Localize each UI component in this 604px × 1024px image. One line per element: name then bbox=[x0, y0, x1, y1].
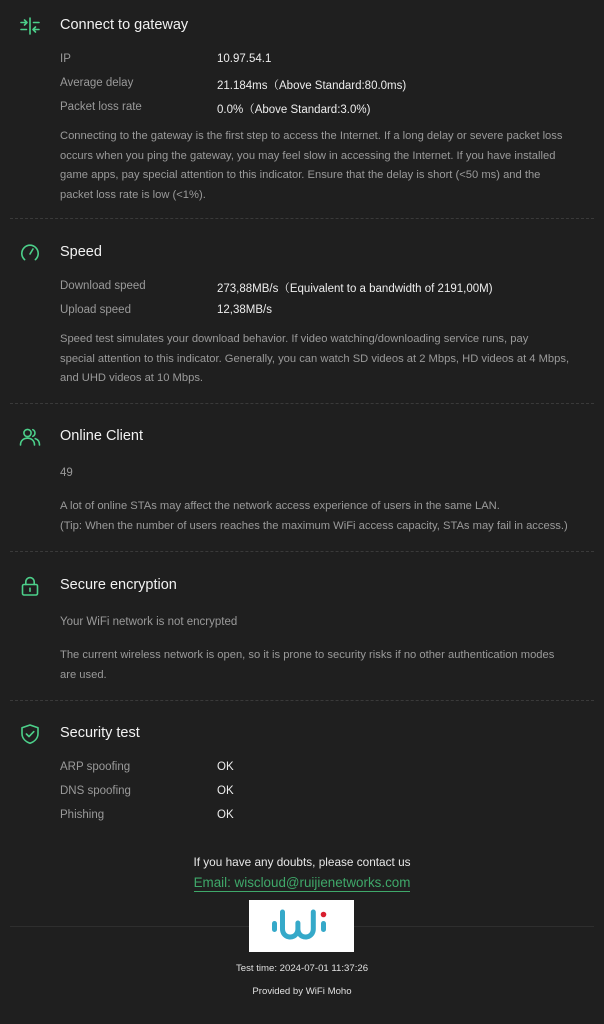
clients-header bbox=[0, 426, 604, 450]
speed-description-line: and UHD videos at 10 Mbps. bbox=[60, 372, 204, 385]
arp-spoofing-row bbox=[0, 761, 604, 779]
download-speed-value: 273,88MB/s（Equivalent to a bandwidth of 2191,00M) bbox=[217, 283, 493, 295]
gateway-header bbox=[0, 15, 604, 39]
security-header bbox=[0, 723, 604, 747]
test-time: Test time: 2024-07-01 11:37:26 bbox=[235, 963, 369, 974]
phishing-label: Phishing bbox=[60, 809, 105, 821]
speed-header bbox=[0, 242, 604, 266]
gateway-description-line: Connecting to the gateway is the first step to access the Internet. If a long delay or severe packet loss bbox=[60, 130, 563, 142]
encryption-description bbox=[60, 646, 588, 685]
speed-description-line: special attention to this indicator. Generally, you can watch SD videos at 2 Mbps, HD videos at 4 Mbps, bbox=[60, 352, 570, 365]
upload-speed-label: Upload speed bbox=[60, 304, 131, 316]
gateway-delay-value: 21.184ms（Above Standard:80.0ms) bbox=[217, 80, 407, 92]
clients-description-line: A lot of online STAs may affect the network access experience of users in the same LAN. bbox=[60, 500, 500, 512]
dns-spoofing-value: OK bbox=[217, 785, 234, 797]
section-divider bbox=[10, 551, 594, 552]
gateway-loss-value: 0.0%（Above Standard:3.0%) bbox=[217, 104, 371, 116]
gateway-delay-row bbox=[0, 77, 604, 95]
gateway-loss-row bbox=[0, 101, 604, 119]
clients-title: Online Client bbox=[60, 428, 144, 444]
contact-email-text[interactable]: Email: wiscloud@ruijienetworks.com bbox=[193, 875, 411, 890]
section-divider bbox=[10, 700, 594, 701]
contact-email-link[interactable] bbox=[0, 875, 604, 890]
gateway-description-line: game apps, pay special attention to this indicator. Ensure that the delay is short (<50 ms) and the bbox=[60, 169, 541, 182]
gateway-delay-label: Average delay bbox=[60, 77, 134, 89]
upload-speed-value: 12,38MB/s bbox=[217, 304, 272, 316]
lock-icon bbox=[19, 575, 41, 597]
arp-spoofing-label: ARP spoofing bbox=[60, 761, 131, 773]
dns-spoofing-row bbox=[0, 785, 604, 803]
contact-label: If you have any doubts, please contact us bbox=[193, 855, 411, 869]
clients-description-line: (Tip: When the number of users reaches the maximum WiFi access capacity, STAs may fail in access.) bbox=[60, 519, 568, 532]
shield-check-icon bbox=[19, 723, 41, 745]
security-title: Security test bbox=[60, 725, 140, 741]
encryption-description-line: The current wireless network is open, so it is prone to security risks if no other authentication modes bbox=[60, 649, 555, 661]
dns-spoofing-label: DNS spoofing bbox=[60, 785, 131, 797]
users-icon bbox=[19, 426, 41, 448]
wifi-moho-logo bbox=[249, 900, 354, 952]
download-speed-label: Download speed bbox=[60, 280, 146, 292]
section-divider bbox=[10, 218, 594, 219]
phishing-row bbox=[0, 809, 604, 827]
download-speed-row bbox=[0, 280, 604, 298]
upload-speed-row bbox=[0, 304, 604, 322]
provided-by: Provided by WiFi Moho bbox=[252, 986, 352, 997]
phishing-value: OK bbox=[217, 809, 234, 821]
arp-spoofing-value: OK bbox=[217, 761, 234, 773]
section-divider bbox=[10, 403, 594, 404]
speed-description bbox=[60, 330, 588, 389]
gateway-ip-row bbox=[0, 53, 604, 71]
gateway-ip-label: IP bbox=[60, 53, 71, 65]
encryption-description-line: are used. bbox=[60, 668, 107, 681]
speed-title: Speed bbox=[60, 244, 102, 260]
speed-description-line: Speed test simulates your download behavior. If video watching/downloading service runs, pay bbox=[60, 333, 529, 345]
encryption-title: Secure encryption bbox=[60, 577, 177, 593]
gateway-connect-icon bbox=[19, 15, 41, 37]
encryption-status: Your WiFi network is not encrypted bbox=[60, 616, 238, 628]
gateway-title: Connect to gateway bbox=[60, 17, 189, 33]
gateway-loss-label: Packet loss rate bbox=[60, 101, 142, 113]
gateway-description-line: packet loss rate is low (<1%). bbox=[60, 188, 206, 201]
gateway-description-line: occurs when you ping the gateway, you may feel slow in accessing the Internet. If you have installed bbox=[60, 149, 556, 162]
client-count: 49 bbox=[60, 467, 73, 479]
gateway-ip-value: 10.97.54.1 bbox=[217, 53, 272, 65]
speedometer-icon bbox=[19, 242, 41, 264]
encryption-header bbox=[0, 575, 604, 599]
clients-description bbox=[60, 497, 588, 536]
gateway-description bbox=[60, 127, 588, 205]
